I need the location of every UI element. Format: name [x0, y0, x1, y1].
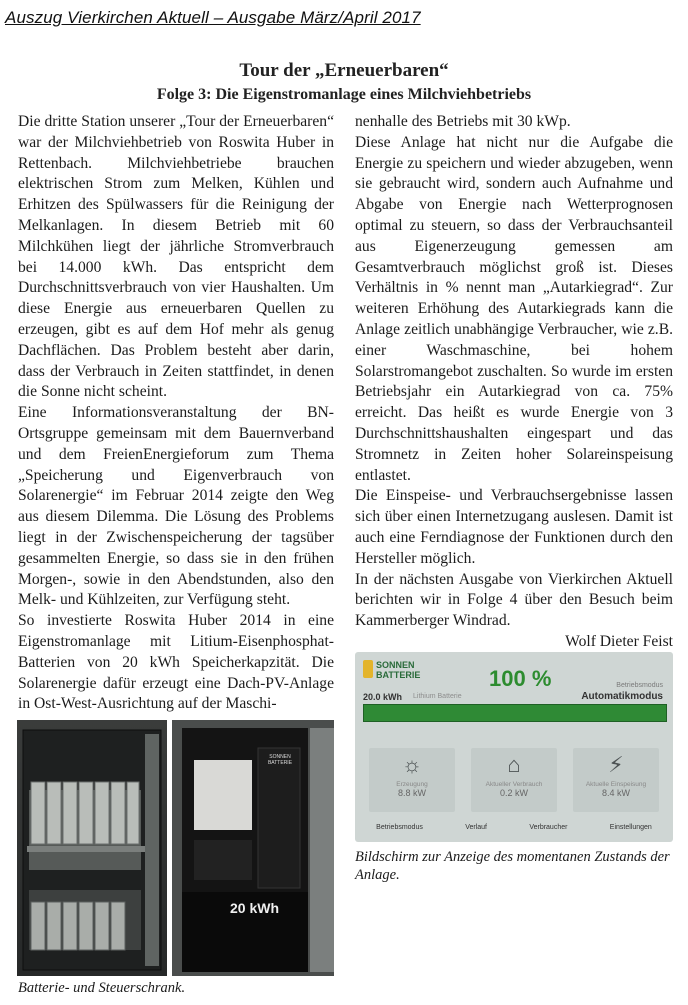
paragraph: nenhalle des Betriebs mit 30 kWp. — [355, 113, 571, 130]
sun-icon: ☼ — [401, 752, 423, 777]
article-title: Tour der „Erneuerbaren“ — [239, 60, 449, 81]
control-cabinet-photo — [172, 720, 334, 976]
screen-nav — [355, 824, 673, 831]
paragraph: Die Einspeise- und Verbrauchsergebnisse lassen sich über einen Internetzugang auslesen. Damit ist auch eine Ferndiagnose der Funktionen durch den Hersteller möglich. — [355, 487, 673, 567]
sonnenbatterie-logo — [363, 660, 420, 680]
pylon-icon: ⚡ — [608, 752, 624, 777]
issue-header: Auszug Vierkirchen Aktuell – Ausgabe März/April 2017 — [5, 8, 421, 27]
paragraph: Diese Anlage hat nicht nur die Aufgabe die Energie zu speichern und wieder abzugeben, wenn sie gebraucht wird, sondern auch Aufnahme und Abgabe von Energie nach Wetterprognosen optimal zu steuern, so dass der Verbrauchsanteil aus Eigenerzeugung gemessen am Gesamtverbrauch möglichst groß ist. Dieses Verhältnis in % nennt man „Autarkiegrad“. Zur weiteren Erhöhung des Autarkiegrads kann die Anlage zeitlich unabhängige Verbraucher, wie z.B. einer Waschmaschine, bei hohem Solarstromangebot zuschalten. So wurde im ersten Betriebsjahr ein Autarkiegrad von ca. 75% erreicht. Das heißt es wurde Energie von 3 Durchschnittshaushalten eingespart und das Stromnetz in Zeiten hoher Solareinspeisung entlastet. — [355, 133, 673, 484]
mode-value[interactable]: Automatikmodus — [581, 691, 663, 702]
battery-status-screen — [355, 652, 673, 842]
house-icon: ⌂ — [507, 752, 521, 777]
mode-caption: Betriebsmodus — [616, 682, 663, 689]
photo-caption: Batterie- und Steuerschrank. — [18, 980, 186, 996]
paragraph: So investierte Roswita Huber 2014 in eine Eigenstromanlage mit Litium-Eisenphosphat-Batterien von 20 kWh Speicherkapzität. Die Solarenergie dafür erzeugt eine Dach-PV-Anlage in Ost-West-Ausrichtung auf der Maschi- — [18, 612, 334, 713]
tile-value: 0.2 kW — [499, 788, 528, 798]
paragraph: Die dritte Station unserer „Tour der Erneuerbaren“ war der Milchviehbetrieb von Roswita Huber in Rettenbach. Milchviehbetriebe brauchen elektrischen Strom zum Melken, Kühlen und Erhitzen des Spülwassers für die Reinigung der Melkanlagen. In diesem Betrieb mit 60 Milchkühen liegt der jährliche Stromverbrauch bei 14.000 kWh. Das entspricht dem Durchschnittsverbrauch von vier Haushalten. Um diese Energie aus erneuerbaren Quellen zu erzeugen, gibt es auf dem Hof mehr als genug Dachflächen. Das Problem besteht aber darin, dass der Verbrauch in Zeiten stattfindet, in denen die Sonne nicht scheint. — [18, 113, 334, 401]
battery-cabinet-photo — [17, 720, 167, 976]
feed-in-tile[interactable] — [573, 748, 659, 812]
cabinet-capacity-label: 20 kWh — [230, 900, 280, 916]
tile-value: 8.4 kW — [601, 788, 630, 798]
charge-level-bar — [363, 704, 667, 722]
logo-line-2: BATTERIE — [376, 670, 421, 680]
tile-label: Aktuelle Einspeisung — [585, 781, 647, 788]
tile-label: Erzeugung — [396, 781, 428, 788]
consumption-tile[interactable] — [471, 748, 557, 812]
logo-line-1: SONNEN — [376, 660, 415, 670]
paragraph: In der nächsten Ausgabe von Vierkirchen Aktuell berichten wir in Folge 4 über den Besuch beim Kammerberger Windrad. — [355, 570, 673, 630]
nav-betriebsmodus[interactable]: Betriebsmodus — [376, 824, 423, 831]
nav-verlauf[interactable]: Verlauf — [465, 824, 487, 831]
nav-verbraucher[interactable]: Verbraucher — [529, 824, 568, 831]
nav-einstellungen[interactable]: Einstellungen — [609, 824, 652, 831]
tile-value: 8.8 kW — [397, 788, 426, 798]
capacity-caption: Lithium Batterie — [413, 693, 462, 700]
sun-logo-icon — [363, 660, 373, 678]
screen-caption: Bildschirm zur Anzeige des momentanen Zustands der Anlage. — [355, 849, 670, 883]
cabinet-brand-label: SONNEN BATTERIE — [267, 754, 293, 766]
capacity-value: 20.0 kWh — [363, 692, 403, 702]
right-column — [355, 112, 673, 653]
paragraph: Eine Informationsveranstaltung der BN-Ortsgruppe gemeinsam mit dem Bauernverband und dem FreienEnergieforum zum Thema „Speicherung und Eigenverbrauch von Solarenergie“ im Februar 2014 zeigte den Weg aus diesem Dilemma. Die Lösung des Problems liegt in der Zwischenspeicherung der tagsüber gesammelten Energie, so dass sie in den frühen Morgen-, sowie in den Abendstunden, also den Melk- und Kühlzeiten, zur Verfügung steht. — [18, 404, 334, 609]
generation-tile[interactable] — [369, 748, 455, 812]
left-column — [18, 112, 334, 715]
article-subtitle: Folge 3: Die Eigenstromanlage eines Milchviehbetriebs — [156, 86, 532, 103]
author: Wolf Dieter Feist — [565, 632, 673, 650]
charge-percent: 100 % — [489, 666, 552, 691]
tile-label: Aktueller Verbrauch — [485, 781, 543, 788]
